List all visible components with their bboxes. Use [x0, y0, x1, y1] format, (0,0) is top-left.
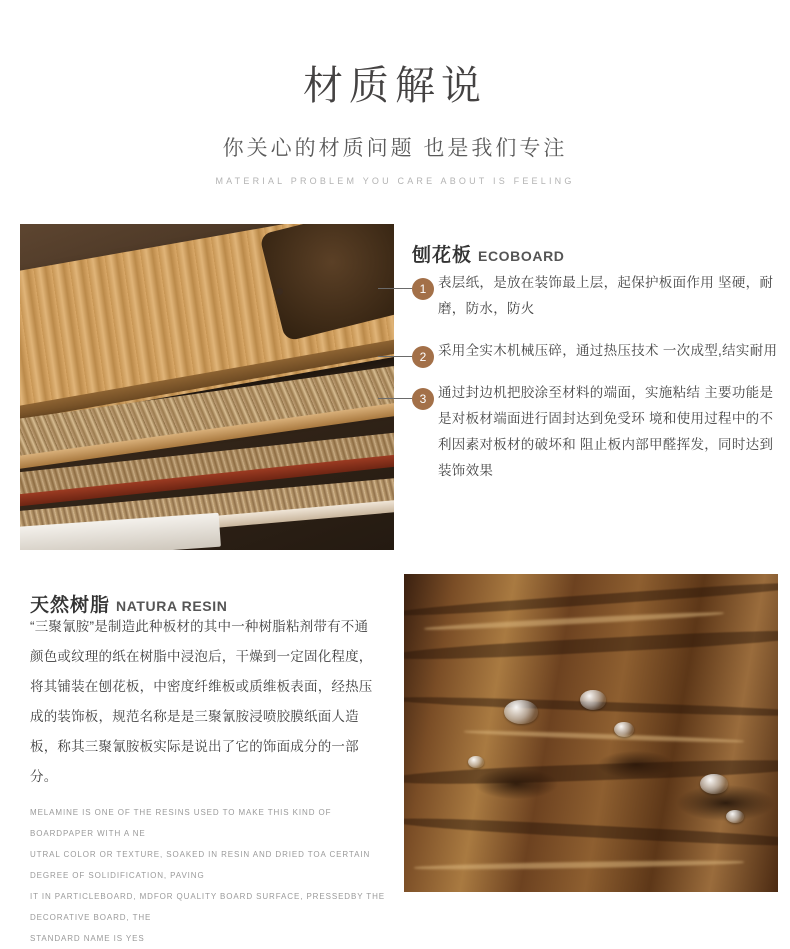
resin-english-line: STANDARD NAME IS YES: [30, 934, 145, 943]
bark-texture: [404, 574, 778, 892]
leader-line-2: [378, 356, 412, 357]
section-resin: [0, 574, 790, 943]
page-header: [0, 0, 790, 186]
leader-line-3: [378, 398, 412, 399]
resin-english-line: MELAMINE IS ONE OF THE RESINS USED TO MAKE THIS KIND OF BOARDPAPER WITH A NE: [30, 808, 332, 838]
section-title-ecoboard: [412, 240, 565, 267]
page-title: 材质解说: [303, 63, 487, 109]
bullet-item: [404, 380, 780, 484]
callout-dot-1: [276, 288, 283, 295]
section-ecoboard: [0, 224, 790, 550]
resin-english-line: UTRAL COLOR OR TEXTURE, SOAKED IN RESIN AND DRIED TOA CERTAIN DEGREE OF SOLIDIFICATION, PAVING: [30, 850, 371, 880]
bullet-text-2: 采用全实木机械压碎，通过热压技术 一次成型,结实耐用: [438, 343, 778, 358]
resin-english-text: [30, 802, 385, 949]
section-title-resin-en: NATURA RESIN: [116, 597, 228, 614]
ecoboard-photo: [20, 224, 394, 550]
bullet-text-1: 表层纸，是放在装饰最上层，起保护板面作用 坚硬，耐磨，防水，防火: [438, 275, 774, 316]
page-subtitle: 你关心的材质问题 也是我们专注: [222, 137, 568, 160]
bullet-number-3: 3: [412, 388, 434, 410]
resin-english-line: IT IN PARTICLEBOARD, MDFOR QUALITY BOARD SURFACE, PRESSEDBY THE DECORATIVE BOARD, THE: [30, 892, 385, 922]
resin-photo: [404, 574, 778, 892]
ecoboard-bullet-list: [404, 270, 780, 498]
section-title-resin-cn: 天然树脂: [30, 594, 111, 616]
bullet-item: [404, 338, 780, 364]
section-title-ecoboard-en: ECOBOARD: [478, 247, 565, 264]
resin-body-text: “三聚氰胺”是制造此种板材的其中一种树脂粘剂带有不通颜色或纹理的纸在树脂中浸泡后，干燥到一定固化程度，将其铺装在刨花板，中密度纤维板或质维板表面，经热压成的装饰板，规范名称是是三聚氰胺浸喷胶膜纸面人造板，称其三聚氰胺板实际是说出了它的饰面成分的一部分。: [30, 619, 373, 784]
bullet-item: [404, 270, 780, 322]
page-subtitle-english: MATERIAL PROBLEM YOU CARE ABOUT IS FEELING: [215, 176, 575, 186]
section-title-ecoboard-cn: 刨花板: [412, 244, 473, 266]
bullet-text-3: 通过封边机把胶涂至材料的端面，实施粘结 主要功能是是对板材端面进行固封达到免受环 境和使用过程中的不利因素对板材的破坏和 阻止板内部甲醛挥发，同时达到装饰效果: [438, 385, 774, 478]
bullet-number-2: 2: [412, 346, 434, 368]
leader-line-1: [378, 288, 412, 289]
bullet-number-1: 1: [412, 278, 434, 300]
